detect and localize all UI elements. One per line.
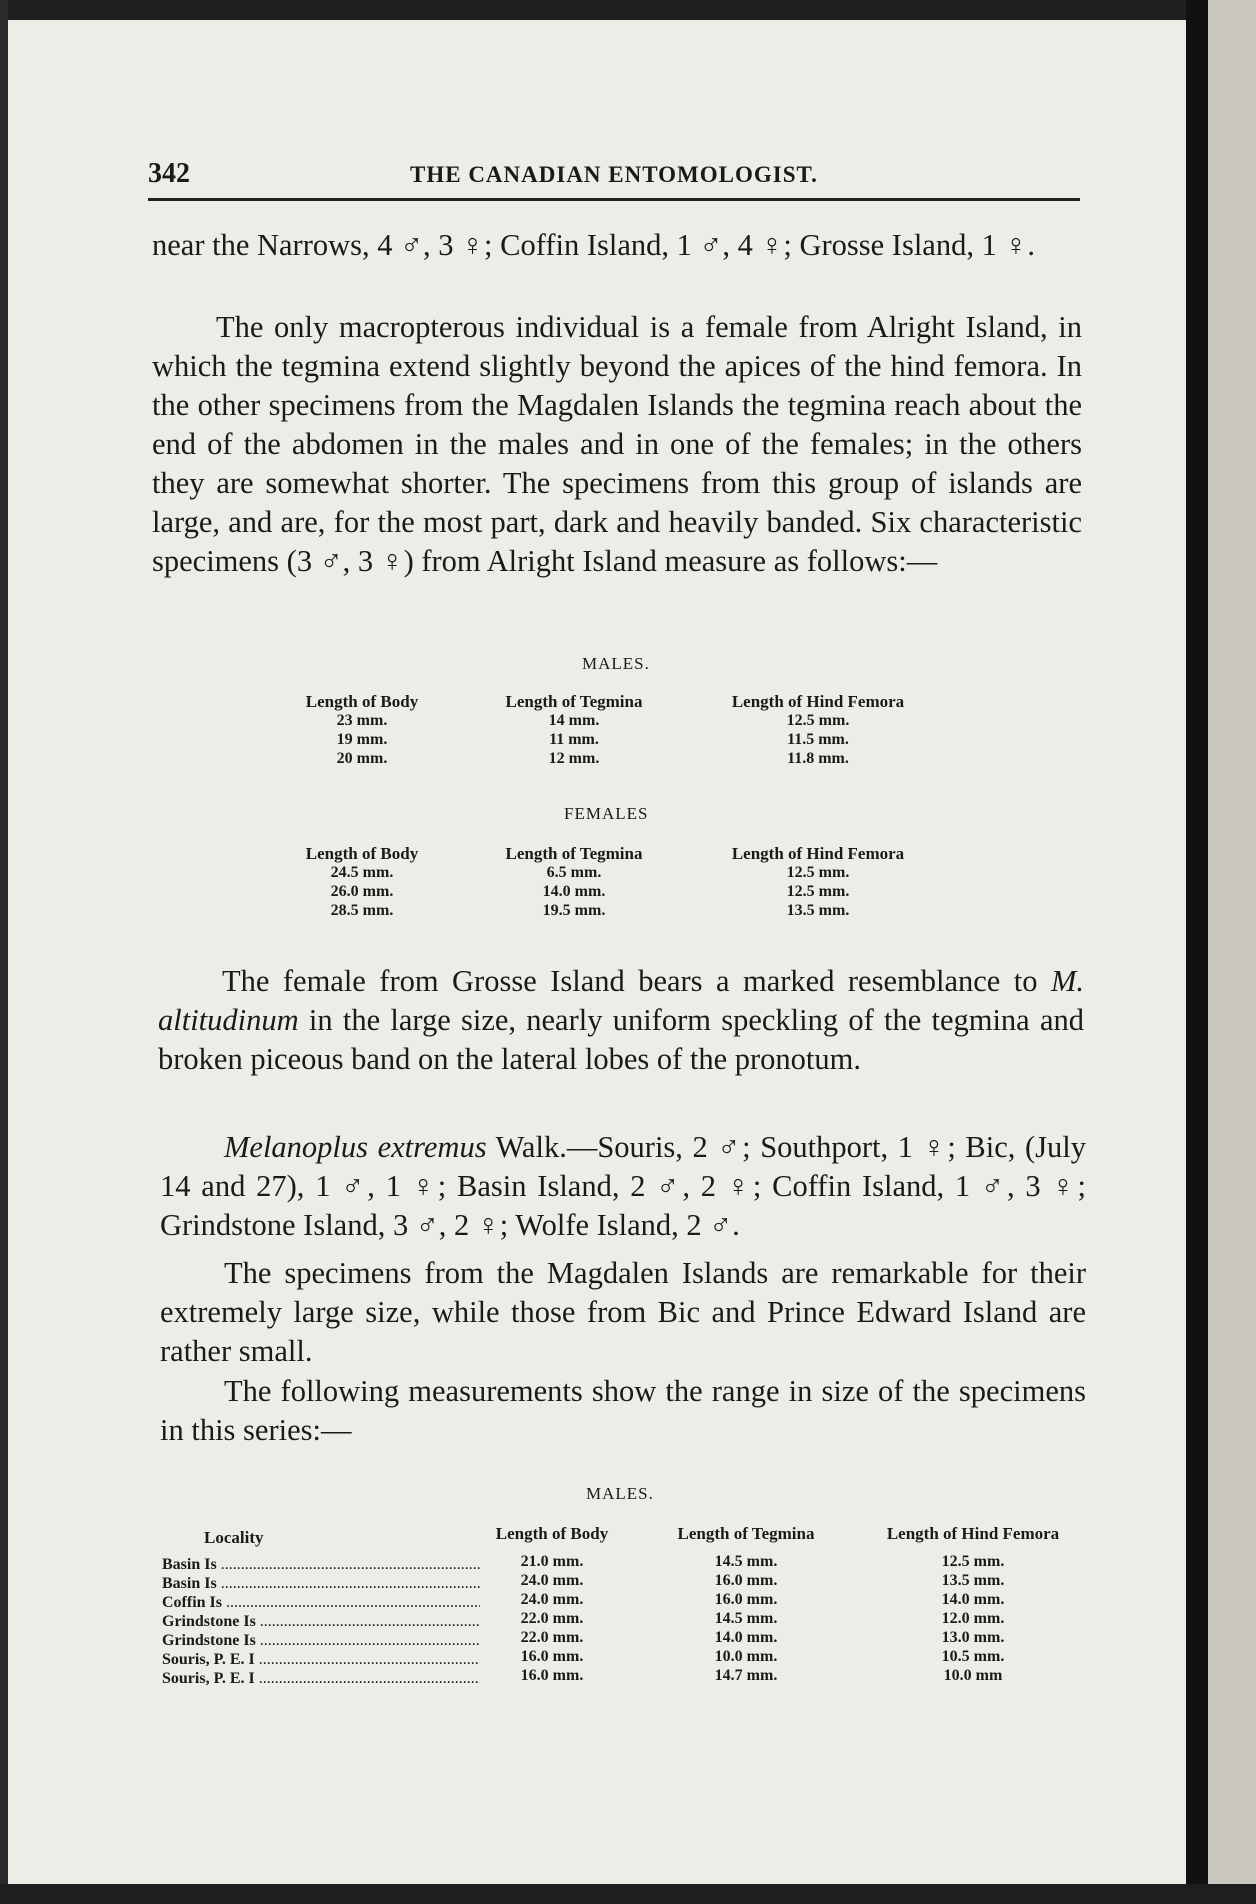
table-cell: Souris, P. E. I .....: [162, 1669, 480, 1688]
paragraph-3-rest: in the large size, nearly uniform speckling of the tegmina and broken piceous band on the lateral lobes of the pronotum.: [158, 1003, 1084, 1076]
table1-females-body-col: [272, 844, 452, 920]
column-header: Length of Tegmina: [677, 1524, 815, 1543]
table-cell: 10.0 mm: [943, 1667, 1003, 1684]
table-cell: 14.5 mm.: [714, 1610, 778, 1627]
table-cell: 10.5 mm.: [941, 1648, 1005, 1665]
table2-femora-col: [858, 1524, 1088, 1685]
table-cell: Souris, P. E. I .....: [162, 1650, 480, 1669]
column-header: Length of Body: [305, 844, 419, 863]
table-cell: 16.0 mm.: [520, 1648, 584, 1665]
page-number: 342: [148, 158, 190, 189]
table2-males-heading: MALES.: [586, 1484, 654, 1503]
table-cell: 11.5 mm.: [787, 731, 849, 748]
table-cell: Basin Is .....: [162, 1555, 480, 1574]
table-cell: 26.0 mm.: [330, 883, 394, 900]
paragraph-3: [158, 962, 1084, 1079]
species-name: M. altitudinum: [158, 964, 1084, 1037]
table-cell: 6.5 mm.: [546, 864, 602, 881]
table-cell: 23 mm.: [336, 712, 388, 729]
table-cell: 19 mm.: [336, 731, 388, 748]
table-cell: 28.5 mm.: [330, 902, 394, 919]
table-cell: 12.5 mm.: [786, 864, 850, 881]
column-header-locality: Locality: [204, 1528, 264, 1547]
paragraph-4-rest: Walk.—Souris, 2 ♂; Southport, 1 ♀; Bic, (July 14 and 27), 1 ♂, 1 ♀; Basin Island, 2 ♂, 2 ♀; Coffin Island, 1 ♂, 3 ♀; Grindstone Island, 3 ♂, 2 ♀; Wolfe Island, 2 ♂.: [160, 1130, 1086, 1242]
table-cell: 21.0 mm.: [520, 1553, 584, 1570]
paragraph-4: [160, 1128, 1086, 1245]
running-title: THE CANADIAN ENTOMOLOGIST.: [410, 162, 818, 187]
table-cell: 12.5 mm.: [786, 883, 850, 900]
table-cell: 13.5 mm.: [786, 902, 850, 919]
table-cell: 14.7 mm.: [714, 1667, 778, 1684]
table2-tegmina-col: [646, 1524, 846, 1685]
table-cell: 16.0 mm.: [714, 1591, 778, 1608]
table-cell: 12.5 mm.: [941, 1553, 1005, 1570]
scan-border-bottom: [0, 1884, 1256, 1904]
paragraph-5: The specimens from the Magdalen Islands are remarkable for their extremely large size, while those from Bic and Prince Edward Island are rather small.: [160, 1256, 1086, 1368]
table-cell: 14.0 mm.: [941, 1591, 1005, 1608]
column-header: Length of Hind Femora: [731, 692, 905, 711]
paragraph-3-lead: The female from Grosse Island bears a marked resemblance to: [222, 964, 1051, 998]
paragraph-2: The only macropterous individual is a female from Alright Island, in which the tegmina extend slightly beyond the apices of the hind femora. In the other specimens from the Magdalen Islands the tegmina reach about the end of the abdomen in the males and in one of the females; in the others they are somewhat shorter. The specimens from this group of islands are large, and are, for the most part, dark and heavily banded. Six characteristic specimens (3 ♂, 3 ♀) from Alright Island measure as follows:—: [152, 310, 1082, 578]
table-cell: 19.5 mm.: [542, 902, 606, 919]
table1-males-femora-col: [698, 692, 938, 768]
scan-border-left: [0, 0, 8, 1904]
table-cell: 11 mm.: [549, 731, 599, 748]
table-cell: 24.0 mm.: [520, 1591, 584, 1608]
table-cell: 11.8 mm.: [787, 750, 849, 767]
column-header: Length of Hind Femora: [886, 1524, 1060, 1543]
paragraph-6: The following measurements show the range in size of the specimens in this series:—: [160, 1374, 1086, 1447]
table2-locality-col: [162, 1555, 480, 1688]
table-cell: 14.0 mm.: [542, 883, 606, 900]
table-cell: 12 mm.: [548, 750, 600, 767]
column-header: Length of Tegmina: [505, 692, 643, 711]
table-cell: 24.5 mm.: [330, 864, 394, 881]
table-cell: 14.5 mm.: [714, 1553, 778, 1570]
header-rule: [148, 198, 1080, 201]
table-cell: 13.5 mm.: [941, 1572, 1005, 1589]
table-cell: Coffin Is .....: [162, 1593, 480, 1612]
table-cell: 12.5 mm.: [786, 712, 850, 729]
next-page-edge: [1208, 0, 1256, 1904]
table-cell: 22.0 mm.: [520, 1629, 584, 1646]
column-header: Length of Body: [495, 1524, 609, 1543]
table-cell: 16.0 mm.: [520, 1667, 584, 1684]
table1-females-tegmina-col: [474, 844, 674, 920]
table-cell: Grindstone Is .....: [162, 1631, 480, 1650]
column-header: Length of Body: [305, 692, 419, 711]
table1-males-tegmina-col: [474, 692, 674, 768]
table-cell: 22.0 mm.: [520, 1610, 584, 1627]
table-cell: 14.0 mm.: [714, 1629, 778, 1646]
table-cell: 20 mm.: [336, 750, 388, 767]
paragraph-1: near the Narrows, 4 ♂, 3 ♀; Coffin Island, 1 ♂, 4 ♀; Grosse Island, 1 ♀.: [152, 228, 1035, 262]
column-header: Length of Tegmina: [505, 844, 643, 863]
table-cell: 10.0 mm.: [714, 1648, 778, 1665]
column-header: Length of Hind Femora: [731, 844, 905, 863]
species-name: Melanoplus extremus: [224, 1130, 487, 1164]
table-cell: 24.0 mm.: [520, 1572, 584, 1589]
table-cell: 12.0 mm.: [941, 1610, 1005, 1627]
scan-border-top: [0, 0, 1256, 20]
book-binding: [1186, 0, 1208, 1904]
table-cell: 16.0 mm.: [714, 1572, 778, 1589]
table-cell: 13.0 mm.: [941, 1629, 1005, 1646]
table1-males-heading: MALES.: [582, 654, 650, 673]
table-cell: Basin Is .....: [162, 1574, 480, 1593]
table-cell: Grindstone Is .....: [162, 1612, 480, 1631]
table1-males-body-col: [272, 692, 452, 768]
table2-body-col: [466, 1524, 638, 1685]
table-cell: 14 mm.: [548, 712, 600, 729]
table1-females-femora-col: [698, 844, 938, 920]
table1-females-heading: FEMALES: [564, 804, 649, 823]
